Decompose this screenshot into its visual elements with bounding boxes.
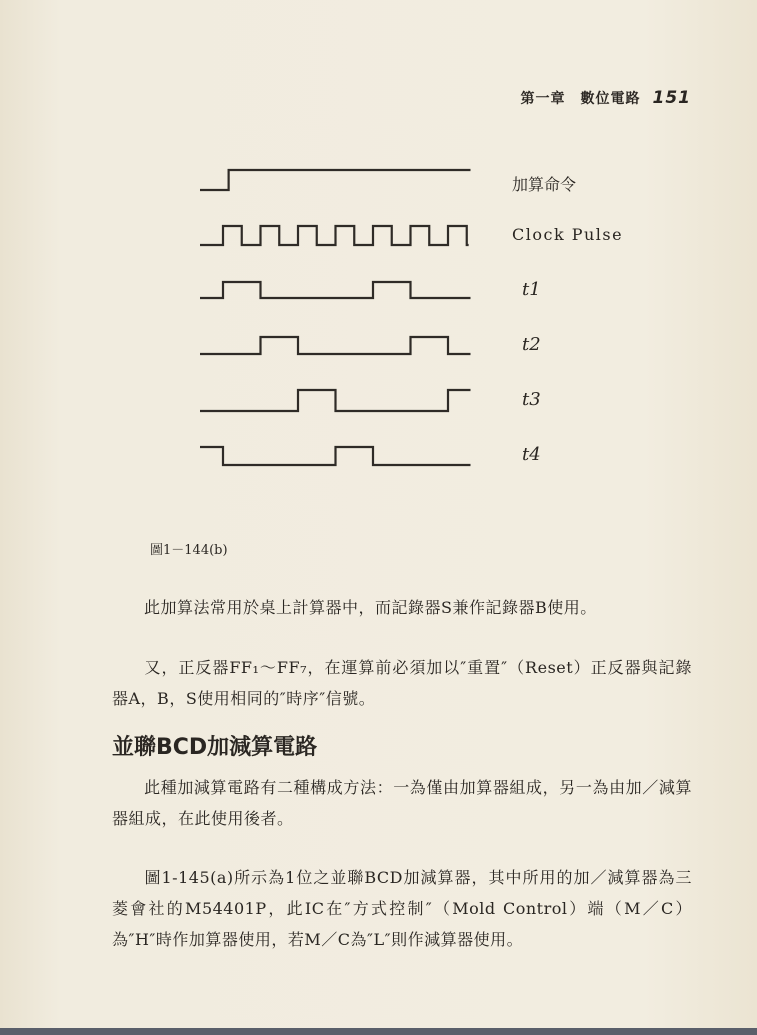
waveform-add-command (200, 170, 471, 190)
signal-label-t1: t1 (522, 279, 541, 300)
page-number: 151 (652, 88, 691, 108)
section-heading: 並聯BCD加減算電路 (112, 735, 318, 760)
paragraph (112, 652, 692, 714)
paragraph-text: 此種加減算電路有二種構成方法：一為僅由加算器組成，另一為由加／減算器組成，在此使用後者。 (112, 778, 692, 828)
waveform-t3 (200, 390, 471, 411)
paragraph (112, 592, 692, 623)
waveform-t1 (200, 282, 471, 298)
scan-edge (0, 1028, 757, 1035)
waveform-clock (200, 226, 469, 245)
paragraph (112, 862, 692, 955)
signal-label-t3: t3 (522, 389, 541, 410)
signal-label-t4: t4 (522, 444, 541, 465)
paragraph-text: 此加算法常用於桌上計算器中，而記錄器S兼作記錄器B使用。 (144, 598, 597, 617)
signal-label-add-command: 加算命令 (512, 175, 577, 194)
figure-caption: 圖1－144(b) (150, 543, 228, 558)
paragraph (112, 772, 692, 834)
chapter-title: 第一章 數位電路 (520, 91, 641, 107)
waveform-t2 (200, 337, 471, 354)
waveform-t4 (200, 447, 471, 465)
signal-label-t2: t2 (522, 334, 541, 355)
paragraph-text: 又，正反器FF₁～FF₇，在運算前必須加以″重置″（Reset）正反器與記錄器A，B，S使用相同的″時序″信號。 (112, 658, 692, 708)
timing-diagram (0, 0, 757, 500)
paragraph-text: 圖1-145(a)所示為1位之並聯BCD加減算器，其中所用的加／減算器為三菱會社的M54401P，此IC在″方式控制″（Mold Control）端（M／C）為″H″時作加算器使用，若M／C為″L″則作減算器使用。 (112, 868, 692, 949)
signal-label-clock: Clock Pulse (512, 225, 624, 244)
